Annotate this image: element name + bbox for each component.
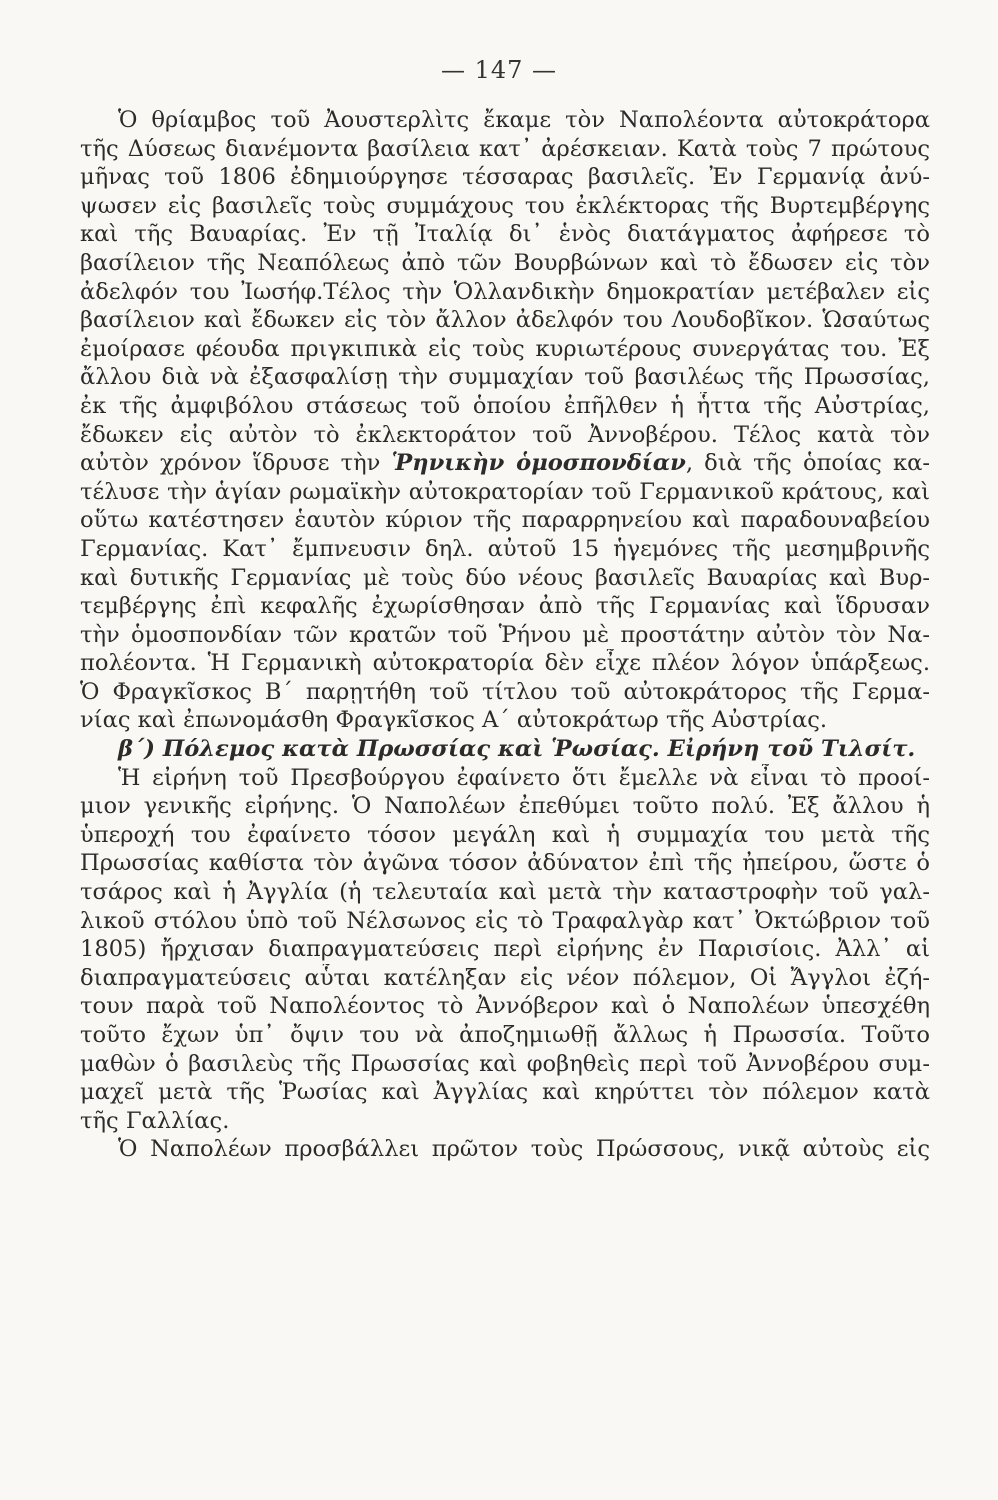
text-line: ἔδωκεν εἰς αὐτὸν τὸ ἐκλεκτοράτον τοῦ Ἀννοβέρου. Τέλος κατὰ τὸν: [80, 421, 930, 448]
text-line: μαχεῖ μετὰ τῆς Ῥωσίας καὶ Ἀγγλίας καὶ κηρύττει τὸν πόλεμον κατὰ: [80, 1079, 930, 1106]
text-line: βασίλειον καὶ ἔδωκεν εἰς τὸν ἄλλον ἀδελφόν του Λουδοβῖκον. Ὡσαύτως: [80, 307, 930, 334]
text-line: 1805) ἤρχισαν διαπραγματεύσεις περὶ εἰρήνης ἐν Παρισίοις. Ἀλλ᾽ αἱ: [80, 936, 930, 963]
emphasized-term: Ῥηνικὴν ὁμοσπονδίαν: [391, 450, 686, 477]
text-line: ἐμοίρασε φέουδα πριγκιπικὰ εἰς τοὺς κυριωτέρους συνεργάτας του. Ἐξ: [80, 335, 930, 362]
text-line: πολέοντα. Ἡ Γερμανικὴ αὐτοκρατορία δὲν εἶχε πλέον λόγον ὑπάρξεως.: [80, 650, 930, 677]
text-line: μαθὼν ὁ βασιλεὺς τῆς Πρωσσίας καὶ φοβηθεὶς περὶ τοῦ Ἀννοβέρου συμ-: [80, 1050, 930, 1077]
text-line: λικοῦ στόλου ὑπὸ τοῦ Νέλσωνος εἰς τὸ Τραφαλγὰρ κατ᾽ Ὀκτώβριον τοῦ: [80, 907, 930, 934]
text-line: Γερμανίας. Κατ᾽ ἔμπνευσιν δηλ. αὐτοῦ 15 ἡγεμόνες τῆς μεσημβρινῆς: [80, 535, 930, 562]
text-segment: , διὰ τῆς ὁποίας κα-: [685, 450, 930, 477]
text-line: Πρωσσίας καθίστα τὸν ἀγῶνα τόσον ἀδύνατον ἐπὶ τῆς ἠπείρου, ὥστε ὁ: [80, 850, 930, 877]
text-line: καὶ τῆς Βαυαρίας. Ἐν τῇ Ἰταλίᾳ δι᾽ ἑνὸς διατάγματος ἀφήρεσε τὸ: [80, 221, 930, 248]
text-line: Ἡ εἰρήνη τοῦ Πρεσβούργου ἐφαίνετο ὅτι ἔμελλε νὰ εἶναι τὸ προοί-: [118, 764, 930, 791]
text-line: [80, 449, 930, 478]
text-line: τσάρος καὶ ἡ Ἀγγλία (ἡ τελευταία καὶ μετὰ τὴν καταστροφὴν τοῦ γαλ-: [80, 879, 930, 906]
text-line: νίας καὶ ἐπωνομάσθη Φραγκῖσκος Α´ αὐτοκράτωρ τῆς Αὐστρίας.: [80, 707, 828, 734]
text-line: τοῦτο ἔχων ὑπ᾽ ὄψιν του νὰ ἀποζημιωθῇ ἄλλως ἡ Πρωσσία. Τοῦτο: [80, 1022, 930, 1048]
text-segment: αὐτὸν χρόνον ἵδρυσε τὴν: [80, 450, 392, 477]
text-line: τουν παρὰ τοῦ Ναπολέοντος τὸ Ἀννόβερον καὶ ὁ Ναπολέων ὑπεσχέθη: [80, 993, 930, 1020]
text-line: τῆς Δύσεως διανέμοντα βασίλεια κατ᾽ ἀρέσκειαν. Κατὰ τοὺς 7 πρώτους: [80, 135, 930, 162]
text-line: μιον γενικῆς εἰρήνης. Ὁ Ναπολέων ἐπεθύμει τοῦτο πολύ. Ἐξ ἄλλου ἡ: [80, 793, 930, 820]
main-text: [80, 106, 930, 1164]
page-number: — 147 —: [440, 56, 558, 84]
text-line: διαπραγματεύσεις αὗται κατέληξαν εἰς νέον πόλεμον, Οἱ Ἄγγλοι ἐζή-: [80, 964, 930, 991]
text-line: ψωσεν εἰς βασιλεῖς τοὺς συμμάχους του ἐκλέκτορας τῆς Βυρτεμβέργης: [80, 192, 930, 219]
section-heading: β´) Πόλεμος κατὰ Πρωσσίας καὶ Ῥωσίας. Εἰρήνη τοῦ Τιλσίτ.: [118, 736, 916, 763]
text-line: ὑπεροχή του ἐφαίνετο τόσον μεγάλη καὶ ἡ συμμαχία του μετὰ τῆς: [80, 821, 930, 848]
text-line: καὶ δυτικῆς Γερμανίας μὲ τοὺς δύο νέους βασιλεῖς Βαυαρίας καὶ Βυρ-: [80, 564, 930, 591]
text-line: τέλυσε τὴν ἁγίαν ρωμαϊκὴν αὐτοκρατορίαν τοῦ Γερμανικοῦ κράτους, καὶ: [80, 478, 930, 505]
text-line: οὕτω κατέστησεν ἑαυτὸν κύριον τῆς παραρρηνείου καὶ παραδουναβείου: [80, 507, 930, 534]
text-line: τεμβέργης ἐπὶ κεφαλῆς ἐχωρίσθησαν ἀπὸ τῆς Γερμανίας καὶ ἵδρυσαν: [80, 593, 930, 620]
text-line: Ὁ Ναπολέων προσβάλλει πρῶτον τοὺς Πρώσσους, νικᾷ αὐτοὺς εἰς: [118, 1136, 930, 1163]
text-line: ἐκ τῆς ἀμφιβόλου στάσεως τοῦ ὁποίου ἐπῆλθεν ἡ ἧττα τῆς Αὐστρίας,: [80, 392, 930, 419]
text-line: τὴν ὁμοσπονδίαν τῶν κρατῶν τοῦ Ῥήνου μὲ προστάτην αὐτὸν τὸν Να-: [80, 621, 930, 648]
text-line: Ὁ θρίαμβος τοῦ Ἀουστερλὶτς ἔκαμε τὸν Ναπολέοντα αὐτοκράτορα: [118, 107, 930, 133]
text-line: τῆς Γαλλίας.: [80, 1107, 230, 1134]
text-line: μῆνας τοῦ 1806 ἐδημιούργησε τέσσαρας βασιλεῖς. Ἐν Γερμανίᾳ ἀνύ-: [80, 164, 930, 191]
text-line: βασίλειον τῆς Νεαπόλεως ἀπὸ τῶν Βουρβώνων καὶ τὸ ἔδωσεν εἰς τὸν: [80, 249, 930, 276]
text-line: ἄλλου διὰ νὰ ἐξασφαλίσῃ τὴν συμμαχίαν τοῦ βασιλέως τῆς Πρωσσίας,: [80, 364, 930, 391]
text-line: ἀδελφόν του Ἰωσήφ.Τέλος τὴν Ὁλλανδικὴν δημοκρατίαν μετέβαλεν εἰς: [80, 278, 930, 305]
text-line: Ὁ Φραγκῖσκος Β´ παρῃτήθη τοῦ τίτλου τοῦ αὐτοκράτορος τῆς Γερμα-: [80, 678, 930, 705]
